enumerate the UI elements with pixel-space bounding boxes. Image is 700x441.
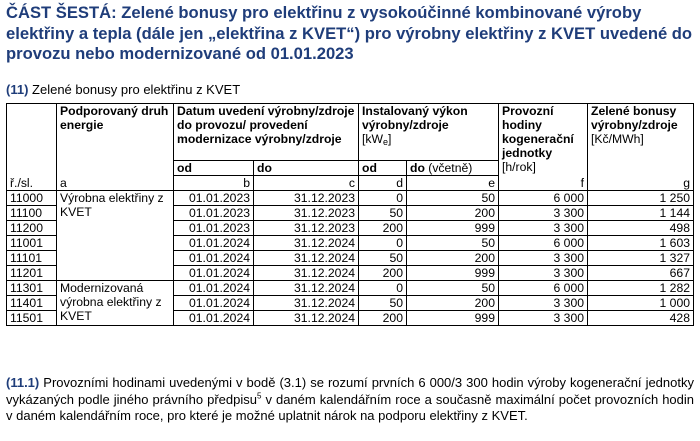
date-from-cell: 01.01.2024 bbox=[174, 251, 254, 266]
part-heading: ČÁST ŠESTÁ: Zelené bonusy pro elektřinu z vysokoúčinné kombinované výroby elektřiny a tepla (dále jen „elektřina z KVET“) pro výrobny elektřiny z KVET uvedené do provozu nebo modernizované od 01.01.2023 bbox=[6, 3, 693, 63]
hours-cell: 3 300 bbox=[499, 251, 588, 266]
date-from-cell: 01.01.2024 bbox=[174, 266, 254, 281]
row-number: 11200 bbox=[7, 221, 57, 236]
header-power-title: Instalovaný výkon výrobny/zdroje bbox=[362, 104, 468, 132]
header-hours-unit: [h/rok] bbox=[502, 160, 536, 174]
power-to-cell: 50 bbox=[407, 236, 499, 251]
hours-cell: 6 000 bbox=[499, 191, 588, 206]
table-row bbox=[7, 281, 694, 296]
hours-cell: 6 000 bbox=[499, 236, 588, 251]
power-from-cell: 200 bbox=[359, 266, 407, 281]
header-power-unit-sub: e bbox=[382, 137, 388, 147]
power-to-cell: 999 bbox=[407, 311, 499, 326]
date-from-cell: 01.01.2023 bbox=[174, 206, 254, 221]
letter-f: f bbox=[499, 176, 588, 191]
table-row bbox=[7, 191, 694, 206]
power-from-cell: 200 bbox=[359, 311, 407, 326]
power-to-cell: 999 bbox=[407, 266, 499, 281]
note-number: (11.1) bbox=[6, 375, 40, 390]
row-number: 11101 bbox=[7, 251, 57, 266]
date-to-cell: 31.12.2024 bbox=[254, 311, 359, 326]
power-to-cell: 200 bbox=[407, 206, 499, 221]
section-title-text: Zelené bonusy pro elektřinu z KVET bbox=[32, 82, 241, 97]
letter-e: e bbox=[407, 176, 499, 191]
energy-type-cell: Modernizovaná výrobna elektřiny z KVET bbox=[57, 281, 174, 326]
header-date-from: od bbox=[174, 161, 254, 176]
hours-cell: 3 300 bbox=[499, 206, 588, 221]
date-from-cell: 01.01.2024 bbox=[174, 236, 254, 251]
data-rows bbox=[7, 191, 694, 326]
hours-cell: 6 000 bbox=[499, 281, 588, 296]
header-num-cell bbox=[7, 104, 57, 176]
date-to-cell: 31.12.2024 bbox=[254, 251, 359, 266]
header-bonus bbox=[588, 104, 694, 176]
hours-cell: 3 300 bbox=[499, 266, 588, 281]
energy-type-cell: Výrobna elektřiny z KVET bbox=[57, 191, 174, 281]
hours-cell: 3 300 bbox=[499, 311, 588, 326]
bonus-cell: 1 000 bbox=[588, 296, 694, 311]
header-bonus-title: Zelené bonusy výrobny/zdroje bbox=[591, 104, 678, 132]
letter-g: g bbox=[588, 176, 694, 191]
header-row-main bbox=[7, 104, 694, 161]
footnote-ref: 5 bbox=[256, 391, 262, 401]
header-hours bbox=[499, 104, 588, 176]
header-bonus-unit: [Kč/MWh] bbox=[591, 132, 644, 146]
date-to-cell: 31.12.2023 bbox=[254, 206, 359, 221]
power-from-cell: 0 bbox=[359, 236, 407, 251]
green-bonus-table bbox=[6, 103, 694, 326]
bonus-cell: 1 327 bbox=[588, 251, 694, 266]
bonus-cell: 428 bbox=[588, 311, 694, 326]
power-to-cell: 999 bbox=[407, 221, 499, 236]
header-power bbox=[359, 104, 499, 161]
bonus-cell: 667 bbox=[588, 266, 694, 281]
power-from-cell: 50 bbox=[359, 206, 407, 221]
hours-cell: 3 300 bbox=[499, 221, 588, 236]
header-power-to-label: do bbox=[410, 161, 425, 175]
header-power-to-note: (včetně) bbox=[428, 161, 473, 175]
date-to-cell: 31.12.2024 bbox=[254, 266, 359, 281]
date-from-cell: 01.01.2024 bbox=[174, 296, 254, 311]
row-number: 11100 bbox=[7, 206, 57, 221]
power-to-cell: 50 bbox=[407, 281, 499, 296]
letter-d: d bbox=[359, 176, 407, 191]
power-from-cell: 200 bbox=[359, 221, 407, 236]
section-number: (11) bbox=[6, 82, 29, 97]
date-to-cell: 31.12.2023 bbox=[254, 191, 359, 206]
date-to-cell: 31.12.2024 bbox=[254, 296, 359, 311]
date-to-cell: 31.12.2024 bbox=[254, 281, 359, 296]
header-power-unit-prefix: [kW bbox=[362, 132, 383, 146]
header-power-from: od bbox=[359, 161, 407, 176]
row-number: 11301 bbox=[7, 281, 57, 296]
letter-c: c bbox=[254, 176, 359, 191]
power-from-cell: 0 bbox=[359, 281, 407, 296]
row-number: 11501 bbox=[7, 311, 57, 326]
power-from-cell: 50 bbox=[359, 296, 407, 311]
date-to-cell: 31.12.2024 bbox=[254, 236, 359, 251]
row-number: 11201 bbox=[7, 266, 57, 281]
date-from-cell: 01.01.2023 bbox=[174, 191, 254, 206]
power-to-cell: 200 bbox=[407, 251, 499, 266]
header-power-unit-suffix: ] bbox=[388, 132, 392, 146]
letter-a: a bbox=[57, 176, 174, 191]
row-number: 11401 bbox=[7, 296, 57, 311]
hours-cell: 3 300 bbox=[499, 296, 588, 311]
section-title bbox=[6, 82, 240, 98]
letters-row bbox=[7, 176, 694, 191]
header-date-to: do bbox=[254, 161, 359, 176]
header-hours-title: Provozní hodiny kogenerační jednotky bbox=[502, 104, 574, 160]
power-to-cell: 50 bbox=[407, 191, 499, 206]
letter-b: b bbox=[174, 176, 254, 191]
power-to-cell: 200 bbox=[407, 296, 499, 311]
date-from-cell: 01.01.2024 bbox=[174, 281, 254, 296]
note-paragraph bbox=[6, 375, 694, 425]
bonus-cell: 1 282 bbox=[588, 281, 694, 296]
letter-num: ř./sl. bbox=[7, 176, 57, 191]
date-from-cell: 01.01.2023 bbox=[174, 221, 254, 236]
row-number: 11001 bbox=[7, 236, 57, 251]
bonus-cell: 1 603 bbox=[588, 236, 694, 251]
date-to-cell: 31.12.2023 bbox=[254, 221, 359, 236]
header-energy-type: Podporovaný druh energie bbox=[57, 104, 174, 176]
row-number: 11000 bbox=[7, 191, 57, 206]
note-text-before: Provozními hodinami uvedenými v bodě (3.1) se rozumí prvních 6 000/3 300 hodin výroby kogenerační jednotky vykázaných podle jiného právního předpisu bbox=[6, 375, 694, 407]
note-text-after: v daném kalendářním roce a současně maximální počet provozních hodin v daném kalendářním roce, pro které je možné uplatnit nárok na podporu elektřiny z KVET. bbox=[6, 391, 694, 423]
date-from-cell: 01.01.2024 bbox=[174, 311, 254, 326]
header-date: Datum uvedení výrobny/zdroje do provozu/ provedení modernizace výrobny/zdroje bbox=[174, 104, 359, 161]
power-from-cell: 0 bbox=[359, 191, 407, 206]
bonus-cell: 1 250 bbox=[588, 191, 694, 206]
header-power-to bbox=[407, 161, 499, 176]
power-from-cell: 50 bbox=[359, 251, 407, 266]
bonus-cell: 498 bbox=[588, 221, 694, 236]
bonus-cell: 1 144 bbox=[588, 206, 694, 221]
